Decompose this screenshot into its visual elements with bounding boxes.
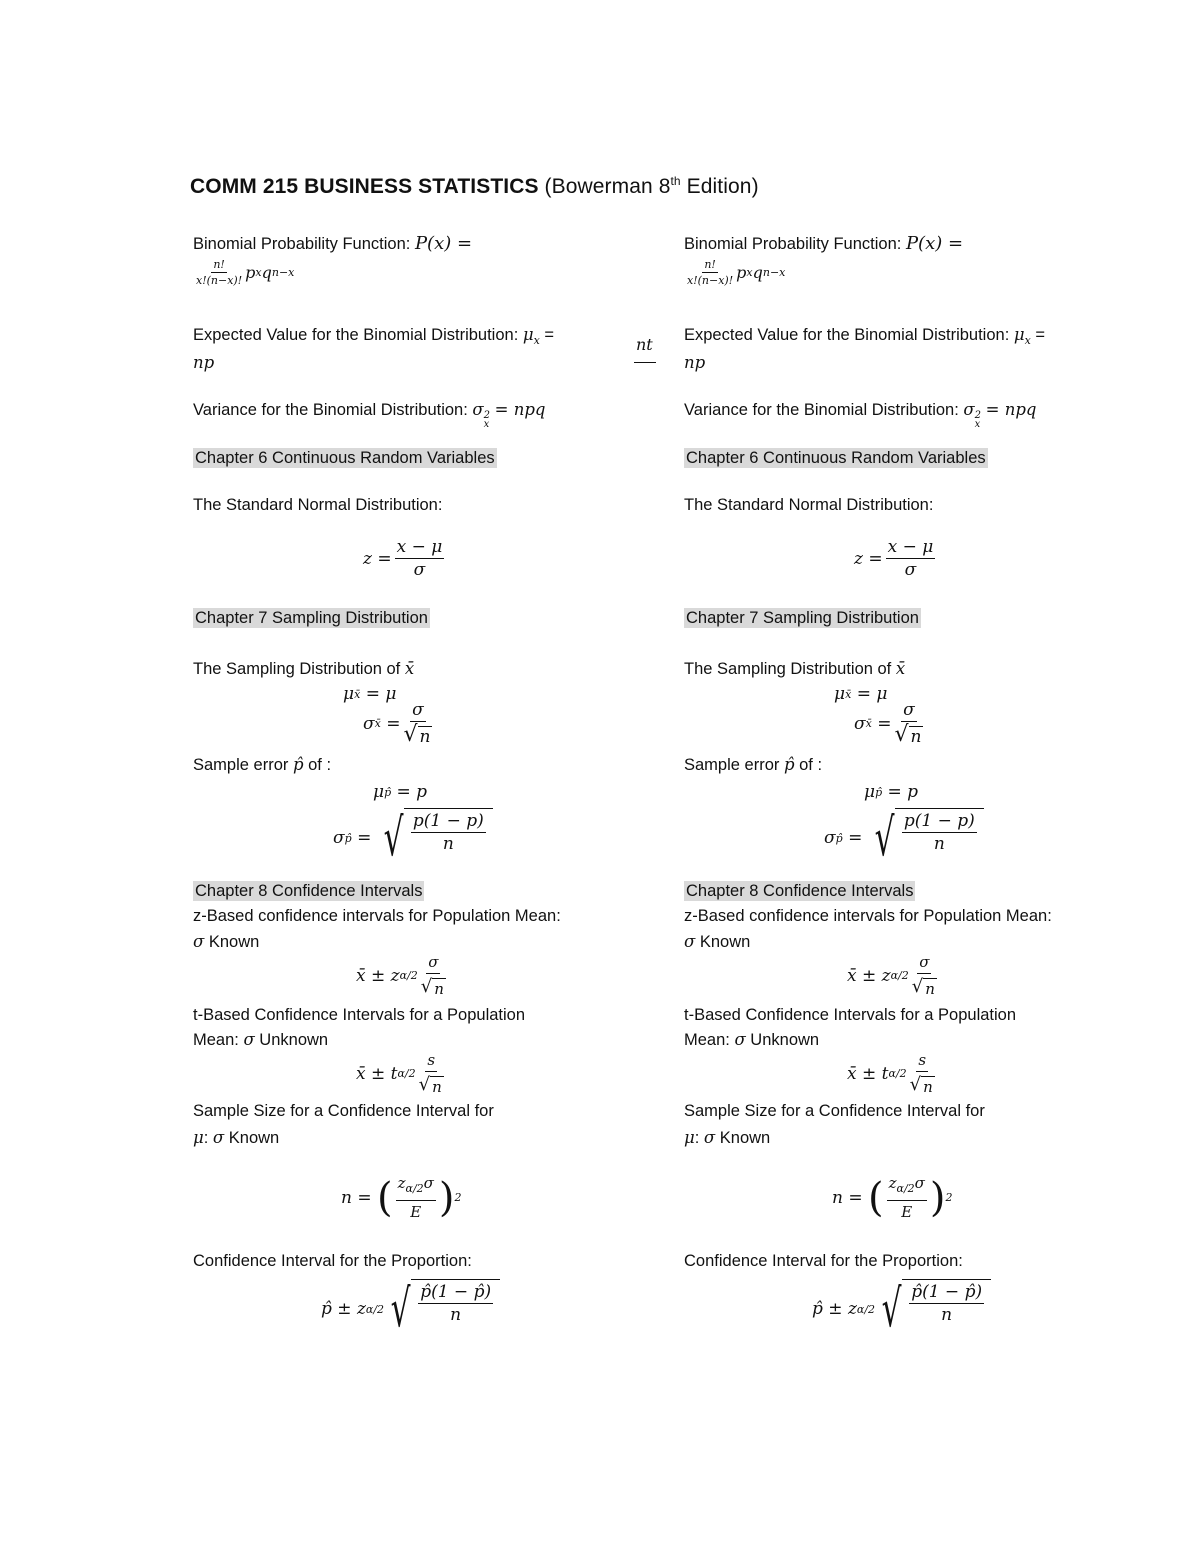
proportion-ci-formula: p̂ ± z α/2 √ $\frac{p̂(1 - p̂)}{n}$: [321, 1279, 500, 1339]
t-ci-formula: x̄ ± t α/2 s √ n: [847, 1051, 933, 1096]
sigma-known-label: σ Known: [193, 932, 260, 951]
t-ci-label-2: Mean: σ Unknown: [193, 1030, 329, 1049]
mu-phat-formula: μ p̂ = p: [373, 782, 428, 802]
chapter-8-heading: Chapter 8 Confidence Intervals: [686, 882, 914, 900]
z-ci-label: z-Based confidence intervals for Population Mean:: [684, 907, 1052, 925]
binomial-formula: $\frac{n!}{x!(n-x)!}$ p x q n−x: [687, 258, 786, 287]
proportion-ci-label: Confidence Interval for the Proportion:: [684, 1252, 963, 1270]
binomial-label: Binomial Probability Function: P(x) =: [684, 233, 964, 254]
chapter-6-heading: Chapter 6 Continuous Random Variables: [195, 449, 495, 467]
expected-value-label: Expected Value for the Binomial Distribution: $\mu_x$ =: [193, 325, 555, 347]
z-formula: z = $\frac{x - \mu}{\sigma}$: [854, 537, 934, 580]
sample-size-label-2: μ: σ Known: [193, 1128, 280, 1147]
title-sup: th: [670, 174, 681, 188]
stray-fragment: nt: [636, 335, 653, 354]
title-edition-a: (Bowerman 8: [544, 175, 671, 198]
sample-error-label: Sample error p̂ of :: [684, 755, 823, 774]
z-ci-formula: x̄ ± z α/2 σ √ n: [356, 953, 444, 998]
sample-size-label-2: μ: σ Known: [684, 1128, 771, 1147]
sample-size-formula: n = ( $\frac{z_{\alpha/2}\sigma}{E}$ ) 2: [341, 1174, 462, 1221]
variance-label: Variance for the Binomial Distribution: σ 2 x = npq: [684, 400, 1037, 430]
proportion-ci-formula: p̂ ± z α/2 √ $\frac{p̂(1 - p̂)}{n}$: [812, 1279, 991, 1339]
sample-size-label-1: Sample Size for a Confidence Interval for: [193, 1102, 494, 1120]
right-column: [684, 0, 1144, 1553]
sigma-xbar-formula: σ x̄ = σ √ n: [363, 700, 431, 747]
standard-normal-label: The Standard Normal Distribution:: [193, 496, 443, 514]
title-edition-b: Edition): [680, 175, 759, 198]
chapter-8-heading: Chapter 8 Confidence Intervals: [195, 882, 423, 900]
z-formula: z = $\frac{x - \mu}{\sigma}$: [363, 537, 443, 580]
standard-normal-label: The Standard Normal Distribution:: [684, 496, 934, 514]
expected-value-np: np: [193, 353, 215, 372]
t-ci-label-2: Mean: σ Unknown: [684, 1030, 820, 1049]
sample-size-label-1: Sample Size for a Confidence Interval for: [684, 1102, 985, 1120]
mu-xbar-formula: μ x̄ = μ: [343, 684, 397, 704]
z-ci-formula: x̄ ± z α/2 σ √ n: [847, 953, 935, 998]
sample-error-label: Sample error p̂ of :: [193, 755, 332, 774]
sample-size-formula: n = ( $\frac{z_{\alpha/2}\sigma}{E}$ ) 2: [832, 1174, 953, 1221]
t-ci-label-1: t-Based Confidence Intervals for a Population: [684, 1006, 1017, 1024]
chapter-6-heading: Chapter 6 Continuous Random Variables: [686, 449, 986, 467]
sigma-phat-formula: σ p̂ = √ $\frac{p(1 - p)}{n}$: [824, 808, 984, 868]
sampling-distribution-label: The Sampling Distribution of x̄: [193, 659, 415, 678]
left-column: [193, 0, 653, 1553]
t-ci-formula: x̄ ± t α/2 s √ n: [356, 1051, 442, 1096]
expected-value-label: Expected Value for the Binomial Distribution: $\mu_x$ =: [684, 325, 1046, 347]
chapter-7-heading: Chapter 7 Sampling Distribution: [195, 609, 428, 627]
title-bold: COMM 215 BUSINESS STATISTICS: [190, 175, 539, 198]
sigma-xbar-formula: σ x̄ = σ √ n: [854, 700, 922, 747]
binomial-formula: $\frac{n!}{x!(n-x)!}$ p x q n−x: [196, 258, 295, 287]
mu-phat-formula: μ p̂ = p: [864, 782, 919, 802]
expected-value-np: np: [684, 353, 706, 372]
sigma-known-label: σ Known: [684, 932, 751, 951]
chapter-7-heading: Chapter 7 Sampling Distribution: [686, 609, 919, 627]
binomial-label: Binomial Probability Function: P(x) =: [193, 233, 473, 254]
sampling-distribution-label: The Sampling Distribution of x̄: [684, 659, 906, 678]
z-ci-label: z-Based confidence intervals for Population Mean:: [193, 907, 561, 925]
t-ci-label-1: t-Based Confidence Intervals for a Population: [193, 1006, 526, 1024]
proportion-ci-label: Confidence Interval for the Proportion:: [193, 1252, 472, 1270]
mu-xbar-formula: μ x̄ = μ: [834, 684, 888, 704]
variance-label: Variance for the Binomial Distribution: σ 2 x = npq: [193, 400, 546, 430]
sigma-phat-formula: σ p̂ = √ $\frac{p(1 - p)}{n}$: [333, 808, 493, 868]
